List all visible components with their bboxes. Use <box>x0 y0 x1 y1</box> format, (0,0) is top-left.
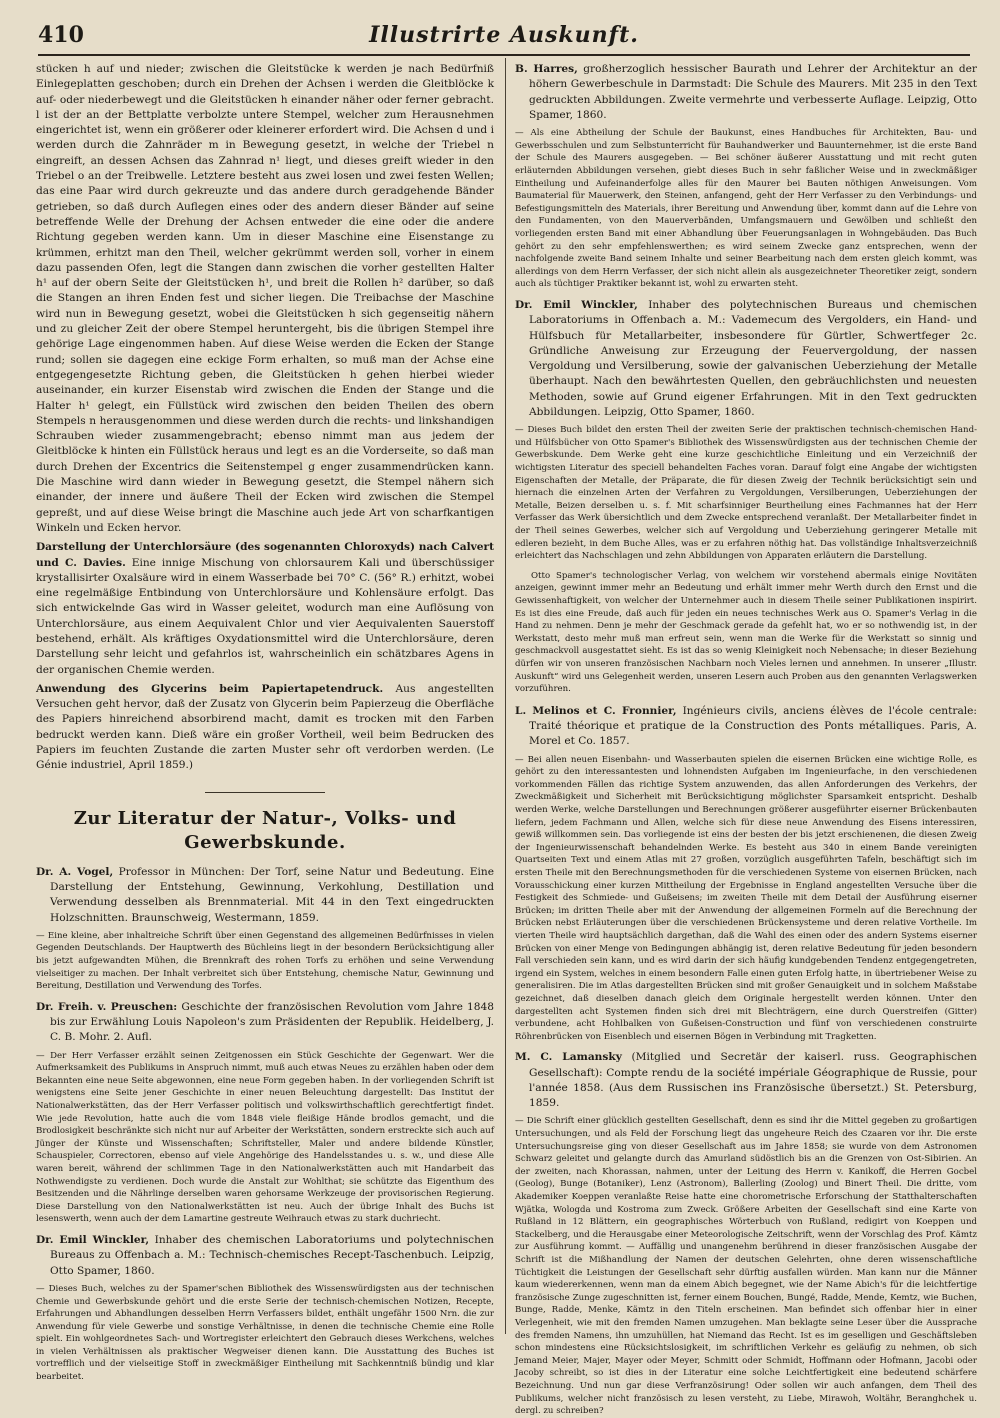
section-divider <box>205 792 325 793</box>
entry-title: (Mitglied und Secretär der kaiserl. russ. Geographischen Gesellschaft): Compte rendu de la société impériale Géographique de Russie, pour l'année 1858. (Aus dem Russischen ins Französische übersetzt.) St. Petersburg, 1859. <box>529 1051 977 1110</box>
entry-review: — Dieses Buch bildet den ersten Theil der zweiten Serie der praktischen technisch-chemischen Hand- und Hülfsbücher von Otto Spamer's Bibliothek des Wissenswürdigsten aus der technischen Chemie der Gewerbskunde. Dem Werke geht eine kurze geschichtliche Einleitung und ein Verzeichniß der wichtigsten Literatur des speciell behandelten Faches voran. Darauf folgt eine Angabe der wichtigsten Eigenschaften der Metalle, der Präparate, die für diesen Zweig der Technik berücksichtigt sein und hiernach die einzelnen Arten der Verfahren zu Vergoldungen, Versilberungen, Ueberziehungen der Metalle, Beizen derselben u. s. f. Mit scharfsinniger Beurtheilung eines Fachmannes hat der Herr Verfasser das Werk übersichtlich und dem Zwecke entsprechend veranlaßt. Der Metallarbeiter findet in der Theil seines Gewerbes, welcher sich auf Vergoldung und Ueberziehung geringerer Metalle mit edleren bezieht, in dem Buche Alles, was er zu erfahren nöthig hat. Das vollständige Inhaltsverzeichniß erleichtert das Nachschlagen und zehn Abbildungen von Apparaten erläutern die Darstellung. <box>515 425 977 562</box>
article-glycerin <box>36 682 494 774</box>
article-title: Darstellung der Unterchlorsäure (des sogenannten Chloroxyds) nach Calvert und C. Davies. <box>36 541 494 569</box>
article-chlorine <box>36 540 494 678</box>
entry-header <box>515 298 977 420</box>
entry-header <box>36 1000 494 1046</box>
running-title: Illustrirte Auskunft. <box>369 22 639 48</box>
article-title: Anwendung des Glycerins beim Papiertapetendruck. <box>36 682 384 695</box>
entry-author: Dr. Emil Winckler, <box>36 1234 150 1247</box>
entry-review: — Dieses Buch, welches zu der Spamer'schen Bibliothek des Wissenswürdigsten aus der technischen Chemie und Gewerbskunde gehört und die erste Serie der technisch-chemischen Notizen, Recepte, Erfahrungen und Abhandlungen desselben Herrn Verfassers bildet, enthält ungefähr 1500 Nrn. die zur Anwendung für viele Gewerbe und sonstige Verhältnisse, in denen die technische Chemie eine Rolle spielt. Ein wohlgeordnetes Sach- und Wortregister erleichtert den Gebrauch dieses Werkchens, welches in vielen Verhältnissen als praktischer Wegweiser dienen kann. Die Ausstattung des Buches ist vortrefflich und der vielseitige Stoff in zweckmäßiger Eintheilung mit Sachkenntniß bündig und klar bearbeitet. <box>36 1283 494 1383</box>
running-head <box>38 14 970 56</box>
entry-title: Geschichte der französischen Revolution vom Jahre 1848 bis zur Erwählung Louis Napoleon's zum Präsidenten der Republik. Heidelberg, J. C. B. Mohr. 2. Aufl. <box>50 1000 495 1044</box>
article-body: Eine innige Mischung von chlorsaurem Kali und überschüssiger krystallisirter Oxalsäure wird in einem Wasserbade bei 70° C. (56° R.) erhitzt, wobei eine regelmäßige Entbindung von Unterchlorsäure und Kohlensäure erfolgt. Das sich entwickelnde Gas wird in Wasser geleitet, wodurch man eine Auflösung von Unterchlorsäure, aus einem Aequivalent Chlor und vier Aequivalenten Sauerstoff bestehend, erhält. Als kräftiges Oxydationsmittel wird die Unterchlorsäure, deren Darstellung sehr leicht und gefahrlos ist, wahrscheinlich ein schätzbares Agens in der organischen Chemie werden. <box>36 556 495 676</box>
entry-title: großherzoglich hessischer Baurath und Lehrer der Architektur an der höhern Gewerbeschule in Darmstadt: Die Schule des Maurers. Mit 235 in den Text gedruckten Abbildungen. Zweite vermehrte und verbesserte Auflage. Leipzig, Otto Spamer, 1860. <box>529 63 977 121</box>
literature-entry <box>36 1000 494 1226</box>
entry-title: Inhaber des polytechnischen Bureaus und chemischen Laboratoriums in Offenbach a. M.: Vademecum des Vergolders, ein Hand- und Hülfsbuch für Metallarbeiter, insbesondere für Gürtler, Schwertfeger 2c. Gründliche Anweisung zur Erzeugung der Feuervergoldung, der nassen Vergoldung und Versilberung, sowie der galvanischen Ueberziehung der Metalle überhaupt. Nach den bewährtesten Quellen, den gebräuchlichsten und neuesten Methoden, sowie auf Grund eigener Erfahrungen. Mit in den Text gedruckten Abbildungen. Leipzig, Otto Spamer, 1860. <box>529 298 978 418</box>
entry-header <box>515 704 977 750</box>
article-body: Aus angestellten Versuchen geht hervor, daß der Zusatz von Glycerin beim Papierzeug die Oberfläche des Papiers hinreichend absorbirend macht, damit es trocken mit den Farben bedruckt werden kann. Dieß wäre ein großer Vortheil, weil beim Bedrucken des Papiers im feuchten Zustande die zarten Muster sehr oft verdorben werden. (Le Génie industriel, April 1859.) <box>36 682 494 772</box>
entry-review: — Die Schrift einer glücklich gestellten Gesellschaft, denn es sind ihr die Mittel gegeben zu großartigen Untersuchungen, und als Feld der Forschung liegt das ungeheure Reich des Czaaren vor ihr. Die erste Untersuchungsreise ging von dieser Gesellschaft aus im Jahre 1858; sie wurde von dem Astronomen Schwarz geleitet und gelangte durch das Amurland südöstlich bis an die Grenzen von Ost-Sibirien. An der zweiten, nach Khorassan, nahmen, unter der Leitung des Herrn v. Kanikoff, die Herren Gocbel (Geolog), Bunge (Botaniker), Lenz (Astronom), Ballerling (Zoolog) und Binert Theil. Die dritte, vom Akademiker Koeppen veranlaßte Reise hatte eine chorometrische Erforschung der Statthalterschaften Wjätka, Wologda und Kostroma zum Zweck. Größere Arbeiten der Gesellschaft sind eine Karte von Rußland in 12 Blättern, ein geographisches Wörterbuch von Rußland, redigirt von Koeppen und Stackelberg, und die Herausgabe einer Meteorologische Zeitschrift, wenn der Vorschlag des Prof. Kämtz zur Ausführung kommt. — Auffällig und unangenehm berührend in dieser französischen Ausgabe der Schrift ist die Mißhandlung der Namen der deutschen Gelehrten, ohne deren wissenschaftliche Tüchtigkeit die Leistungen der Gesellschaft sehr dürftig ausfallen würden. Man kann nur die Männer kaum wiedererkennen, wenn man da einem Abich begegnet, wie der Name Abich's für die leichtfertige französische Zunge zugeschnitten ist, ferner einem Bouchen, Bungé, Radde, Mende, Kemtz, wie Buchen, Bunge, Radde, Menke, Kämtz in den Titeln erscheinen. Man befindet sich offenbar hier in einer Verlegenheit, wie mit den fremden Namen umzugehen. Man beklagte seine Leser über die Aussprache des fremden Namens, ihn umzuhüllen, hat Niemand das Recht. Ist es im geselligen und Geschäftsleben schon mindestens eine Rücksichtslosigkeit, im schriftlichen Verkehr es geläufig zu nehmen, ob sich Jemand Meier, Majer, Mayer oder Meyer, Schmitt oder Schmidt, Hoffmann oder Hofmann, Jacobi oder Jacoby schreibt, so ist dies in der Literatur eine solche Leichtfertigkeit eine bedeutend schärfere Bezeichnung. Und nun gar diese Verfranzösirung! Oder sollen wir auch anfangen, dem Theil des Publikums, welcher nicht französisch zu lesen versteht, zu Liebe, Mirawoh, Woltähr, Beranghchek u. dergl. zu schreiben? <box>515 1116 977 1417</box>
literature-entry <box>515 1050 977 1417</box>
literature-entry <box>515 704 977 1044</box>
left-column <box>36 62 495 1383</box>
right-column <box>515 62 978 1417</box>
column-divider <box>505 58 506 1334</box>
entry-header <box>515 1050 977 1111</box>
entry-author: B. Harres, <box>515 63 578 75</box>
entry-author: M. C. Lamansky <box>515 1051 622 1064</box>
entry-review: — Als eine Abtheilung der Schule der Baukunst, eines Handbuches für Architekten, Bau- und Gewerbsschulen und zum Selbstunterricht für Bauhandwerker und Bauunternehmer, ist die erste Band der Schule des Maurers ausgegeben. — Bei schöner äußerer Ausstattung und mit recht guten erläuternden Abbildungen versehen, giebt dieses Buch in sehr faßlicher Weise und in zweckmäßiger Eintheilung und Aufeinanderfolge alles für den Maurer bei Bauten nöthigen Anweisungen. Vom Baumaterial für Mauerwerk, den Steinen, anfangend, geht der Herr Verfasser zu den Verbindungs- und Befestigungsmitteln des Materials, ihrer Bereitung und Anwendung über, kommt dann auf die Lehre von den Fundamenten, von den Mauerverbänden, Umfangsmauern und Gewölben und schließt den vorliegenden ersten Band mit einer Abhandlung über Feuerungsanlagen in Wohngebäuden. Das Buch gehört zu den sehr empfehlenswerthen; es wird seinem Zwecke ganz entsprechen, wenn der nachfolgende zweite Band seinem Inhalte und seiner Bearbeitung nach dem ersten gleich kommt, was allerdings von dem Herrn Verfasser, der sich nicht allein als ausgezeichneter Theoretiker zeigt, sondern auch als tüchtiger Praktiker bekannt ist, wohl zu erwarten steht. <box>515 128 977 290</box>
page-number: 410 <box>38 22 84 48</box>
literature-entry <box>36 865 494 993</box>
entry-author: Dr. A. Vogel, <box>36 865 114 878</box>
section-title: Zur Literatur der Natur-, Volks- und Gewerbskunde. <box>73 807 457 853</box>
entry-review: — Eine kleine, aber inhaltreiche Schrift über einen Gegenstand des allgemeinen Bedürfnisses in vielen Gegenden Deutschlands. Der Hauptwerth des Büchleins liegt in der besondern Berücksichtigung aller bis jetzt aufgewandten Mühen, die Brennkraft des rohen Torfs zu erhöhen und seine Verwendung vielseitiger zu machen. Der Inhalt verbreitet sich über Entstehung, chemische Natur, Gewinnung und Bereitung, Destillation und Verwendung des Torfes. <box>36 930 494 992</box>
entry-title: Ingénieurs civils, anciens élèves de l'école centrale: Traité théorique et pratique de la Construction des Ponts métalliques. Paris, A. Morel et Co. 1857. <box>529 704 977 748</box>
entry-title: Inhaber des chemischen Laboratoriums und polytechnischen Bureaus zu Offenbach a. M.: Technisch-chemisches Recept-Taschenbuch. Leipzig, Otto Spamer, 1860. <box>50 1234 494 1277</box>
entry-header <box>36 865 494 926</box>
entry-title: Professor in München: Der Torf, seine Natur und Bedeutung. Eine Darstellung der Entstehung, Gewinnung, Verkohlung, Destillation und Verwendung desselben als Brennmaterial. Mit 44 in den Text eingedruckten Holzschnitten. Braunschweig, Westermann, 1859. <box>50 865 494 924</box>
publisher-notice: Otto Spamer's technologischer Verlag, von welchem wir vorstehend abermals einige Novitäten anzeigen, gewinnt immer mehr an Bedeutung und erhält immer mehr Werth durch den Ernst und die Gewissenhaftigkeit, von welcher der Unternehmer auch in diesem Theile seiner Publikationen inspirirt. Es ist dies eine Freude, daß auch für jeden ein neues technisches Werk aus O. Spamer's Verlag in die Hand zu nehmen. Denn je mehr der Geschmack gerade da gefehlt hat, wo er so nothwendig ist, in der Werkstatt, desto mehr muß man erfreut sein, wenn man die Werke für die Werkstatt so sinnig und geschmackvoll ausgestattet sieht. Es ist das so wenig Kleinigkeit noch Nebensache; in dieser Beziehung dürfen wir von unseren französischen Nachbarn noch Vieles lernen und annehmen. In unserer „Illustr. Auskunft“ wird uns Gelegenheit werden, unseren Lesern auch Proben aus den genannten Verlagswerken vorzuführen. <box>515 570 977 695</box>
entry-header <box>515 62 977 123</box>
literature-entry <box>515 62 977 291</box>
entry-header <box>36 1233 494 1279</box>
continuation-paragraph: stücken h auf und nieder; zwischen die Gleitstücke k werden je nach Bedürfniß Einlegeplatten geschoben; durch ein Drehen der Achsen i werden die Gleitblöcke k auf- oder niederbewegt und die Gleitstücken h einander näher oder ferner gebracht. l ist der an der Bettplatte verbolzte untere Stempel, welcher zum Herausnehmen eingerichtet ist, wenn ein größerer oder kleinerer erfordert wird. Die Achsen d und i werden durch die Zahnräder m in Bewegung gesetzt, in welche der Triebel n eingreift, an dessen Achsen das Zahnrad n¹ liegt, und dieses greift wieder in den Triebel o an der Treibwelle. Letztere besteht aus zwei losen und zwei festen Wellen; das eine Paar wird durch gekreuzte und das andere durch geradgehende Bänder getrieben, so daß durch Auflegen eines oder des andern dieser Bänder auf seine betreffende Welle der Drehung der Achsen entweder die eine oder die andere Richtung gegeben werden kann. Um in dieser Maschine eine Eisenstange zu krümmen, erhitzt man den Theil, welcher gekrümmt werden soll, vorher in einem dazu passenden Ofen, legt die Stangen dann zwischen die vorher gestellten Halter h¹ auf der obern Seite der Gleitstücken h¹, und breit die Rollen h² darüber, so daß die Stangen an ihren Enden fest und sicher liegen. Die Treibachse der Maschine wird nun in Bewegung gesetzt, wobei die Gleitstücken h sich gegenseitig nähern und zu gleicher Zeit der obere Stempel heruntergeht, bis die übrigen Stempel ihre gehörige Lage eingenommen haben. Auf diese Weise werden die Ecken der Stange rund; sollen sie dagegen eine eckige Form erhalten, so muß man der Achse eine entgegengesetzte Richtung geben, die Gleitstücken h gehen hierbei wieder auseinander, ein kurzer Eisenstab wird zwischen die Enden der Stange und die Halter h¹ gelegt, ein Füllstück wird zwischen den beiden Theilen des obern Stempels n herausgenommen und diese werden durch die rechts- und linkshandigen Schrauben wieder zusammengebracht; ebenso nimmt man aus jedem der Gleitblöcke k hinten ein Füllstück heraus und legt es an die Vorderseite, so daß man durch Drehen der Excentrics die Seitenstempel g enger zusammendrücken kann. Die Maschine wird dann wieder in Bewegung gesetzt, die Stempel nähern sich einander, der innere und äußere Theil der Ecken wird zwischen die Stempel gepreßt, und auf diese Weise bringt die Maschine auch jede Art von scharfkantigen Winkeln und Ecken hervor. <box>36 63 494 534</box>
literature-entry <box>36 1233 494 1384</box>
entry-author: Dr. Freih. v. Preuschen: <box>36 1000 178 1013</box>
entry-author: L. Melinos et C. Fronnier, <box>515 704 677 717</box>
entry-review: — Bei allen neuen Eisenbahn- und Wasserbauten spielen die eisernen Brücken eine wichtige Rolle, es gehört zu den interessantesten und lohnendsten Aufgaben im Ingenieurfache, in den verschiedenen vorkommenden Fällen das richtige System anzuwenden, das allen Anforderungen des Verkehrs, der Zweckmäßigkeit und Sicherheit mit Berücksichtigung möglichster Sparsamkeit entspricht. Deshalb werden Werke, welche Darstellungen und Berechnungen größerer ausgeführter eiserner Brückenbauten liefern, jedem Fachmann und Allen, welche sich für diese neue Anwendung des Eisens interessiren, gewiß willkommen sein. Das vorliegende ist eins der besten der bis jetzt erschienenen, die diesen Zweig der Ingenieurwissenschaft behandelnden Werke. Es besteht aus 340 in einem Bande vereinigten Quartseiten Text und einem Atlas mit 27 großen, vorzüglich ausgeführten Tafeln, beschäftigt sich im ersten Theile mit den Berechnungsmethoden für die verschiedenen Systeme von eisernen Brücken, nach Vorausschickung einer kurzen Mittheilung der Ergebnisse in England angestellten Versuche über die Festigkeit des Schmiede- und Gußeisens; im zweiten Theile mit dem Detail der Ausführung eiserner Brücken; im dritten Theile aber mit der Anwendung der allgemeinen Formeln auf die Berechnung der Brücken nebst Erläuterungen über die verschiedenen Brückensysteme und deren relative Vortheile. Im vierten Theile wird hauptsächlich dargethan, daß die Wahl des einen oder des andern Systems eiserner Brücken von einer Menge von Bedingungen abhängig ist, deren relative Bedeutung für jeden besondern Fall verschieden sein kann, und es wird darin der sich häufig kundgebenden Tendenz entgegengetreten, irgend ein System, welches in einem besondern Falle einen guten Erfolg hatte, in übertriebener Weise zu generalisiren. Die im Atlas dargestellten Brücken sind mit großer Genauigkeit und in solchem Maßstabe gezeichnet, daß dieselben danach gleich dem Originale hergestellt werden können. Unter den dargestellten acht Systemen finden sich drei mit Blechträgern, eine durch Querstreifen (Gitter) verbundene, acht Hohlbalken von Gußeisen-Construction und fünf von verschiedenen construirte Röhrenbrücken von Eisenblech und eisernen Bögen in Verbindung mit Tragketten. <box>515 754 977 1042</box>
entry-review: — Der Herr Verfasser erzählt seinen Zeitgenossen ein Stück Geschichte der Gegenwart. Wer die Aufmerksamkeit des Publikums in Anspruch nimmt, muß auch etwas Neues zu erzählen haben oder dem Bekannten eine neue Seite abgewonnen, eine neue Form gegeben haben. In der vorliegenden Schrift ist wenigstens eine Seite jener Geschichte in einer neuen Beleuchtung dargestellt: Das Institut der Nationalwerkstätten, das der Herr Verfasser politisch und volkswirthschaftlich gerechtfertigt findet. Wie jede Revolution, hatte auch die vom 1848 viele fleißige Hände brodlos gemacht, und die Brodlosigkeit beschränkte sich nicht nur auf Arbeiter der Werkstätten, sondern erstreckte sich auch auf Jünger der Künste und Wissenschaften; Schriftsteller, Maler und andere bildende Künstler, Schauspieler, Correctoren, ebenso auf viele Angehörige des Handelsstandes u. s. w., und diese Alle waren bereit, während der schlimmen Tage in den Nationalwerkstätten auch mit Handarbeit das Nothwendigste zu verdienen. Doch wurde die Anstalt zur Wohlthat; sie schützte das Eigenthum des Besitzenden und die Nährlinge derselben waren gehorsame Werkzeuge der provisorischen Regierung. Diese Darstellung von den Nationalwerkstätten ist neu. Auch der übrige Inhalt des Buchs ist lesenswerth, wenn auch der dem Lamartine gestreute Weihrauch etwas zu stark duchriecht. <box>36 1050 494 1225</box>
entry-author: Dr. Emil Winckler, <box>515 298 638 311</box>
literature-entry <box>515 298 977 563</box>
